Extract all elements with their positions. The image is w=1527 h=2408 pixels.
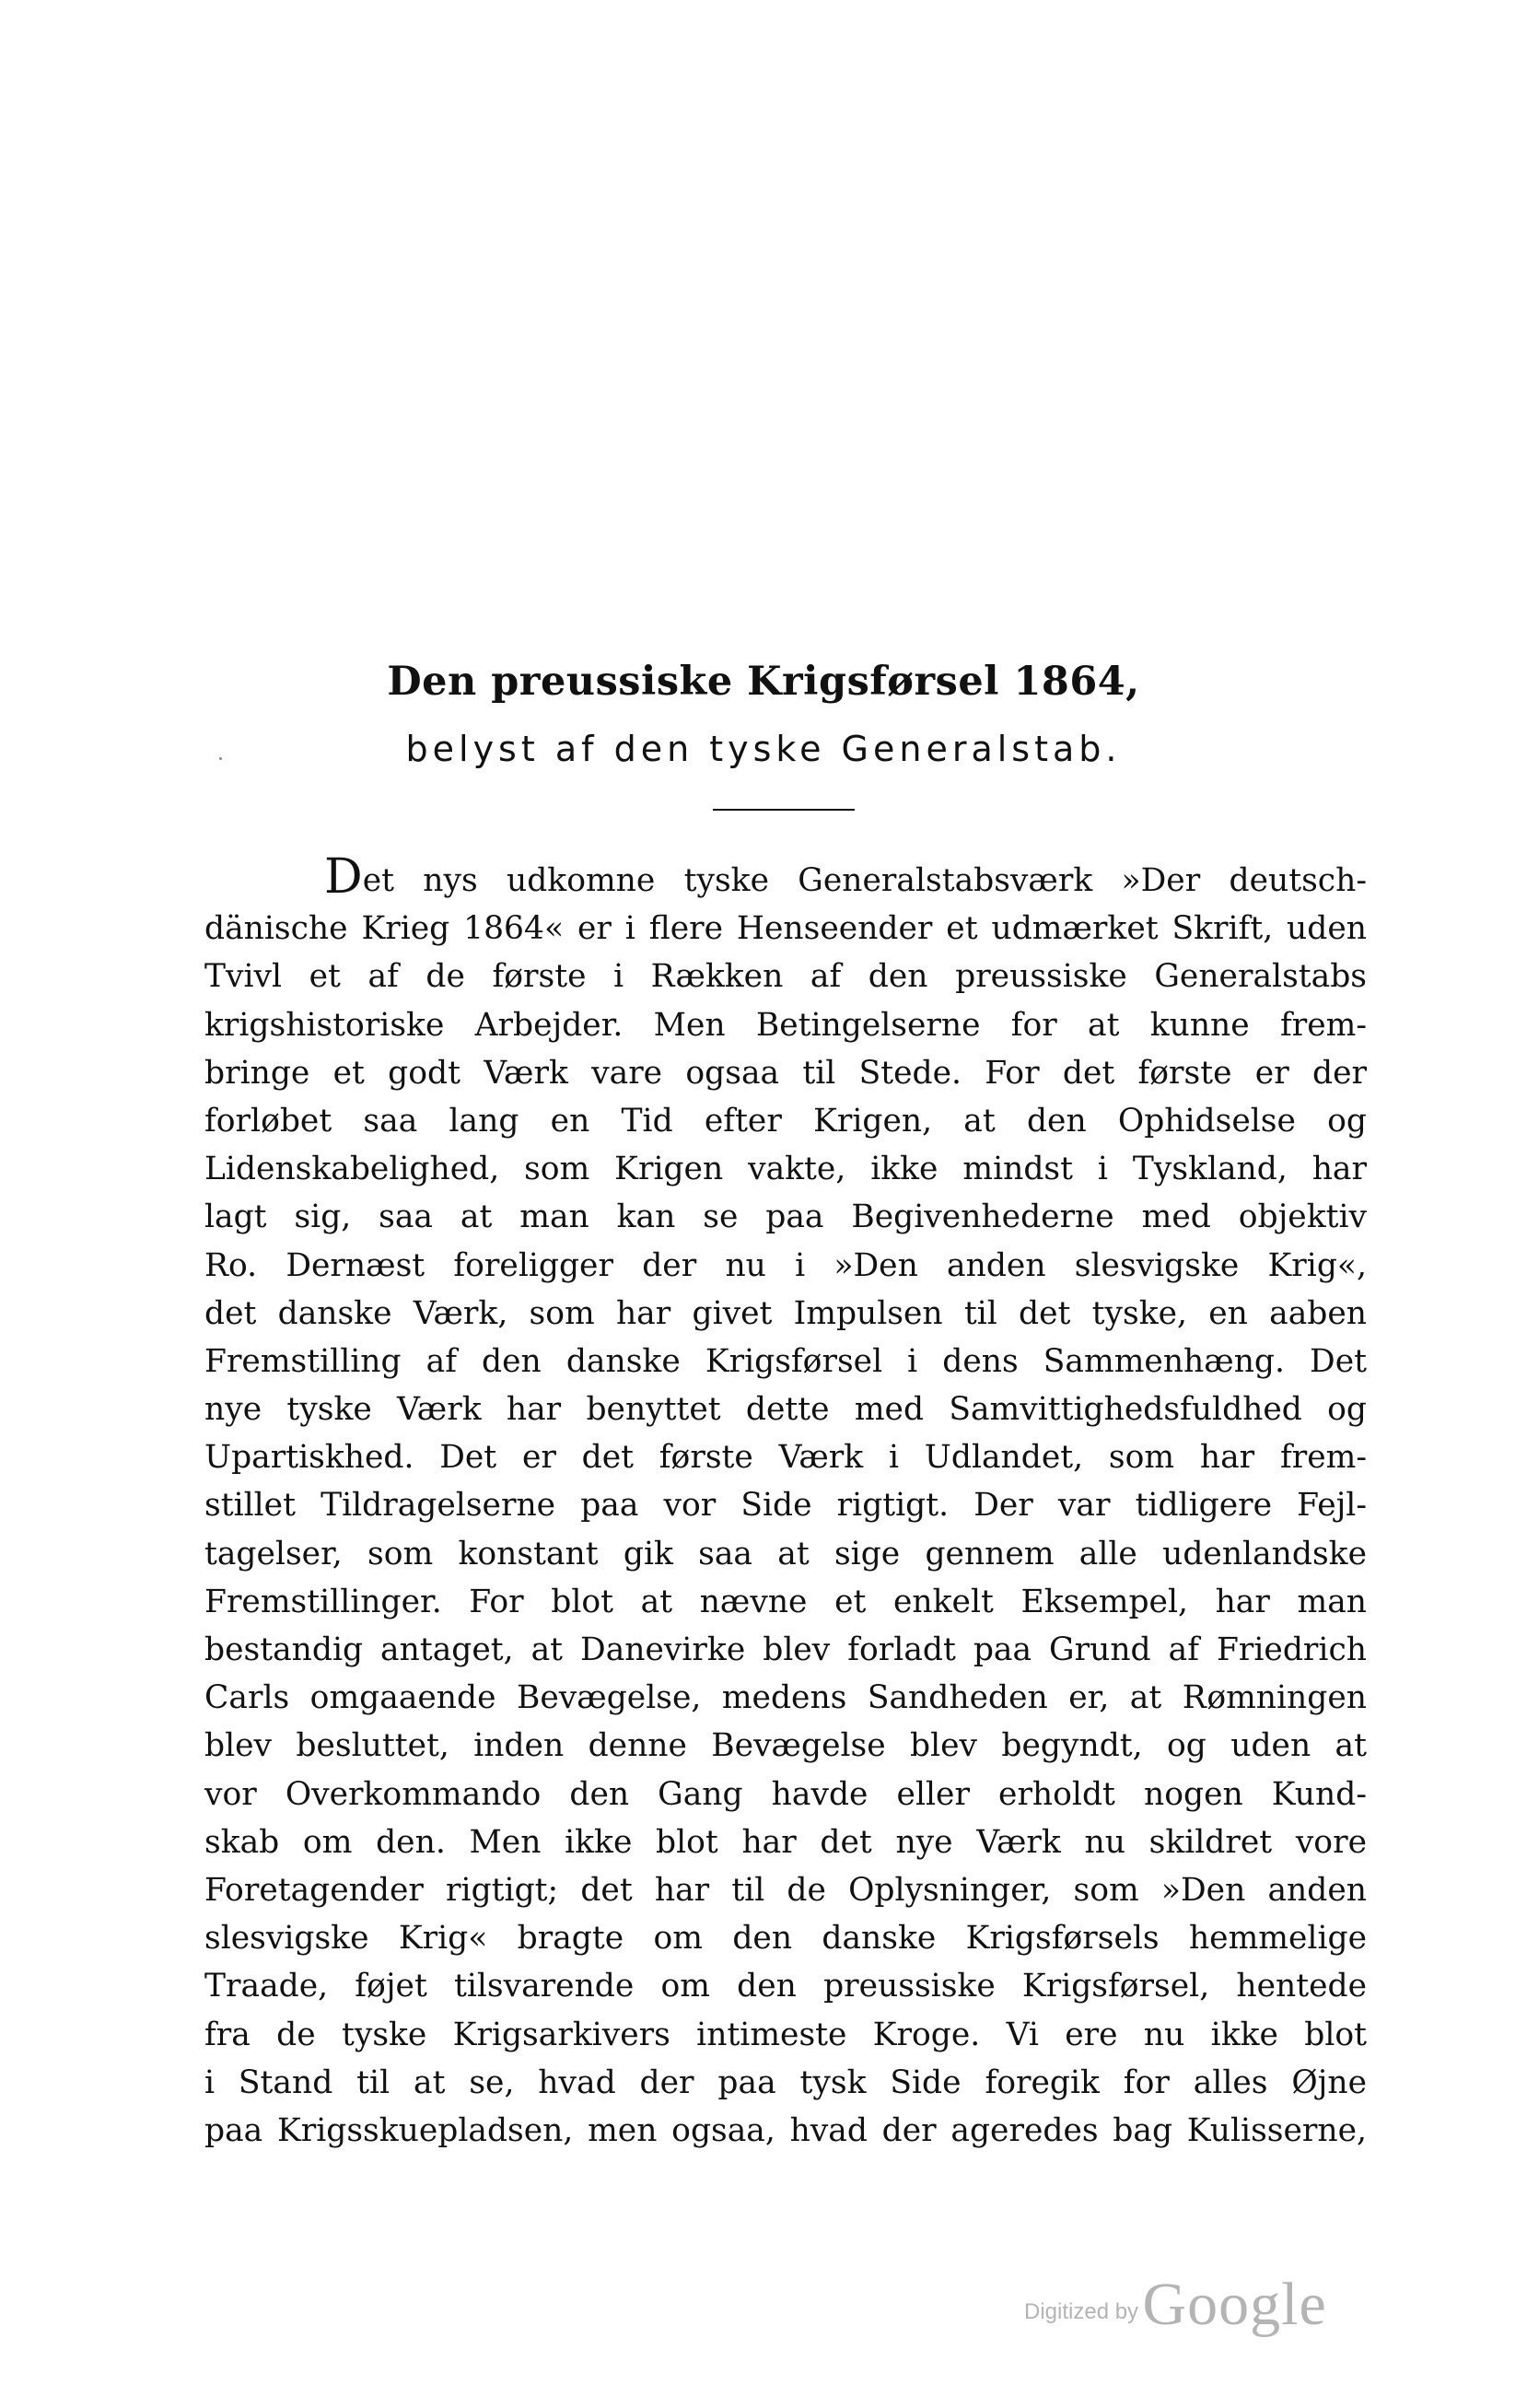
text-line: dänische Krieg 1864« er i flere Henseender et udmærket Skrift, uden [204, 910, 1367, 948]
text-line: bestandig antaget, at Danevirke blev forladt paa Grund af Friedrich [204, 1631, 1367, 1668]
text-line: Upartiskhed. Det er det første Værk i Udlandet, som har frem- [204, 1439, 1367, 1477]
text-line [204, 849, 1367, 905]
text-line: Fremstilling af den danske Krigsførsel i dens Sammenhæng. Det [204, 1342, 1367, 1380]
page-subtitle: belyst af den tyske Generalstab. [405, 729, 1122, 769]
text-line: blev besluttet, inden denne Bevægelse blev begyndt, og uden at [204, 1727, 1367, 1765]
text-line: Fremstillinger. For blot at nævne et enkelt Eksempel, har man [204, 1583, 1367, 1620]
text-line: slesvigske Krig« bragte om den danske Krigsførsels hemmelige [204, 1920, 1367, 1958]
text-line: paa Krigsskuepladsen, men ogsaa, hvad der ageredes bag Kulisserne, [204, 2111, 1367, 2149]
digitized-watermark [1024, 2270, 1327, 2340]
text-line-content: et nys udkomne tyske Generalstabsværk »Der deutsch- [362, 862, 1367, 899]
text-line: stillet Tildragelserne paa vor Side rigtigt. Der var tidligere Fejl- [204, 1487, 1367, 1525]
text-line: Tvivl et af de første i Rækken af den preussiske Generalstabs [204, 958, 1367, 996]
text-line: Carls omgaaende Bevægelse, medens Sandheden er, at Rømningen [204, 1679, 1367, 1717]
text-line: tagelser, som konstant gik saa at sige gennem alle udenlandske [204, 1535, 1367, 1572]
google-logo: Google [1142, 2271, 1327, 2338]
text-line: forløbet saa lang en Tid efter Krigen, at den Ophidselse og [204, 1102, 1367, 1140]
text-line: Ro. Dernæst foreligger der nu i »Den anden slesvigske Krig«, [204, 1246, 1367, 1284]
text-line: det danske Værk, som har givet Impulsen til det tyske, en aaben [204, 1294, 1367, 1332]
text-line: vor Overkommando den Gang havde eller erholdt nogen Kund- [204, 1775, 1367, 1813]
drop-cap: D [324, 849, 363, 905]
text-line: nye tyske Værk har benyttet dette med Samvittighedsfuldhed og [204, 1391, 1367, 1429]
text-line: fra de tyske Krigsarkivers intimeste Kroge. Vi ere nu ikke blot [204, 2016, 1367, 2053]
article-body [204, 849, 1367, 2155]
digitized-label: Digitized by [1024, 2299, 1139, 2324]
text-line: i Stand til at se, hvad der paa tysk Side foregik for alles Øjne [204, 2063, 1367, 2101]
print-speck [219, 757, 222, 760]
text-line: Foretagender rigtigt; det har til de Oplysninger, som »Den anden [204, 1871, 1367, 1909]
text-line: Lidenskabelighed, som Krigen vakte, ikke mindst i Tyskland, har [204, 1151, 1367, 1188]
title-divider [713, 809, 855, 811]
text-line: bringe et godt Værk vare ogsaa til Stede. For det første er der [204, 1054, 1367, 1092]
text-line: krigshistoriske Arbejder. Men Betingelserne for at kunne frem- [204, 1006, 1367, 1044]
page-title: Den preussiske Krigsførsel 1864, [387, 659, 1140, 705]
text-line: skab om den. Men ikke blot har det nye Værk nu skildret vore [204, 1823, 1367, 1861]
text-line: lagt sig, saa at man kan se paa Begivenhederne med objektiv [204, 1198, 1367, 1236]
text-line: Traade, føjet tilsvarende om den preussiske Krigsførsel, hentede [204, 1968, 1367, 2005]
